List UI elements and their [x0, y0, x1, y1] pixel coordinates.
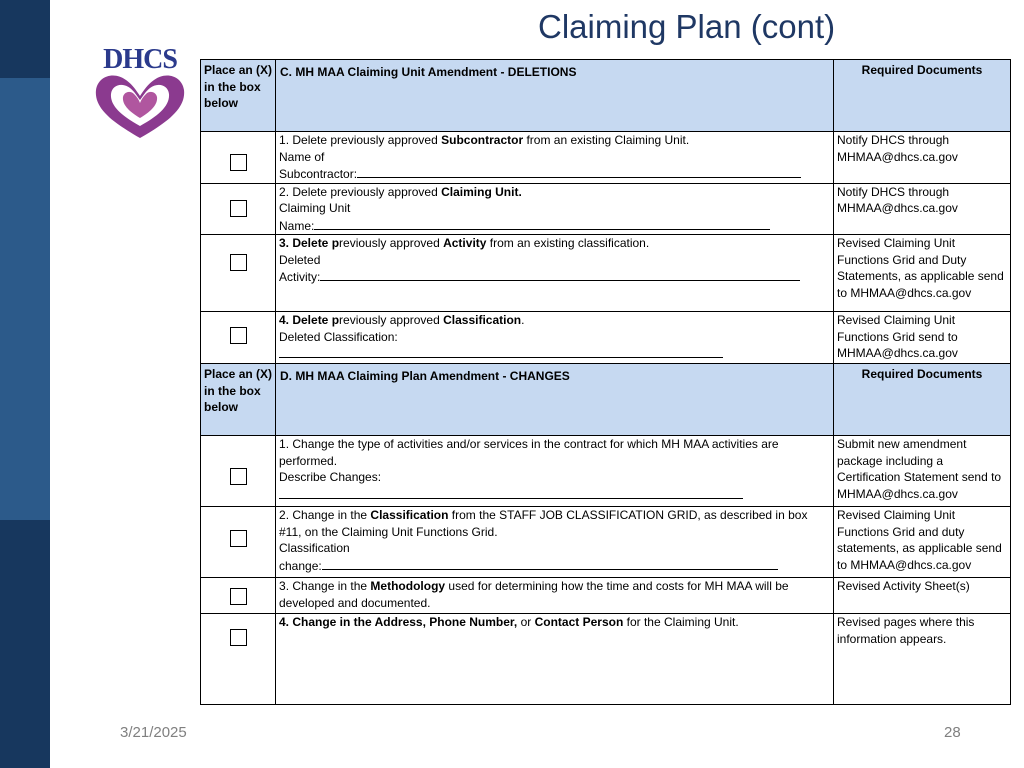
dhcs-logo [92, 44, 188, 142]
sidebar-bar [0, 0, 50, 768]
checkbox-cell[interactable] [201, 614, 276, 705]
slide-title: Claiming Plan (cont) [538, 8, 836, 45]
checkbox-cell[interactable] [201, 436, 276, 507]
required-docs-cell: Revised Claiming Unit Functions Grid and Duty Statements, as applicable send to MHMAA@dhcs.ca.gov [834, 235, 1011, 312]
footer-date: 3/21/2025 [120, 724, 187, 741]
change-row-3: 3. Change in the Methodology used for determining how the time and costs for MH MAA will be developed and documented. [276, 578, 834, 614]
checkbox[interactable] [230, 588, 247, 605]
required-docs-cell: Revised Claiming Unit Functions Grid and duty statements, as applicable send to MHMAA@dhcs.ca.gov [834, 507, 1011, 578]
section-c-header: C. MH MAA Claiming Unit Amendment - DELETIONS [276, 60, 834, 132]
deletion-row-2: 2. Delete previously approved Claiming Unit. Claiming Unit Name: [276, 183, 834, 235]
sidebar-band [0, 78, 50, 520]
deletion-row-4: 4. Delete previously approved Classification. Deleted Classification: [276, 312, 834, 364]
checkbox[interactable] [230, 327, 247, 344]
section-d-header: D. MH MAA Claiming Plan Amendment - CHANGES [276, 364, 834, 436]
fill-in-line[interactable] [322, 557, 778, 570]
fill-in-line[interactable] [279, 486, 743, 499]
row-num: 1 [279, 133, 286, 147]
checkbox[interactable] [230, 200, 247, 217]
place-x-label-c: Place an (X) in the box below [201, 60, 276, 132]
required-docs-cell: Revised pages where this information appears. [834, 614, 1011, 705]
checkbox[interactable] [230, 154, 247, 171]
required-docs-cell: Notify DHCS through MHMAA@dhcs.ca.gov [834, 132, 1011, 184]
checkbox-cell[interactable] [201, 183, 276, 235]
logo-text: DHCS [103, 44, 177, 75]
page-number: 28 [944, 724, 961, 741]
change-row-4: 4. Change in the Address, Phone Number, or Contact Person for the Claiming Unit. [276, 614, 834, 705]
checkbox-cell[interactable] [201, 235, 276, 312]
checkbox-cell[interactable] [201, 132, 276, 184]
fill-in-line[interactable] [314, 217, 770, 230]
deletion-row-1: 1. Delete previously approved Subcontractor from an existing Claiming Unit. Name of Subcontractor: [276, 132, 834, 184]
required-docs-cell: Revised Activity Sheet(s) [834, 578, 1011, 614]
heart-hands-icon [92, 72, 188, 142]
deletion-row-3: 3. Delete previously approved Activity from an existing classification. Deleted Activity: [276, 235, 834, 312]
checkbox[interactable] [230, 530, 247, 547]
checkbox-cell[interactable] [201, 578, 276, 614]
fill-in-line[interactable] [320, 268, 800, 281]
checkbox[interactable] [230, 468, 247, 485]
fill-in-line[interactable] [357, 165, 801, 178]
checkbox-cell[interactable] [201, 507, 276, 578]
required-docs-cell: Revised Claiming Unit Functions Grid send to MHMAA@dhcs.ca.gov [834, 312, 1011, 364]
claiming-plan-table [200, 59, 1011, 705]
checkbox-cell[interactable] [201, 312, 276, 364]
required-docs-cell: Notify DHCS through MHMAA@dhcs.ca.gov [834, 183, 1011, 235]
required-docs-header-d: Required Documents [834, 364, 1011, 436]
required-docs-header-c: Required Documents [834, 60, 1011, 132]
change-row-2: 2. Change in the Classification from the STAFF JOB CLASSIFICATION GRID, as described in box #11, on the Claiming Unit Functions Grid. Classification change: [276, 507, 834, 578]
checkbox[interactable] [230, 254, 247, 271]
checkbox[interactable] [230, 629, 247, 646]
fill-in-line[interactable] [279, 345, 723, 358]
required-docs-cell: Submit new amendment package including a Certification Statement send to MHMAA@dhcs.ca.gov [834, 436, 1011, 507]
place-x-label-d: Place an (X) in the box below [201, 364, 276, 436]
change-row-1: 1. Change the type of activities and/or services in the contract for which MH MAA activities are performed. Describe Changes: [276, 436, 834, 507]
